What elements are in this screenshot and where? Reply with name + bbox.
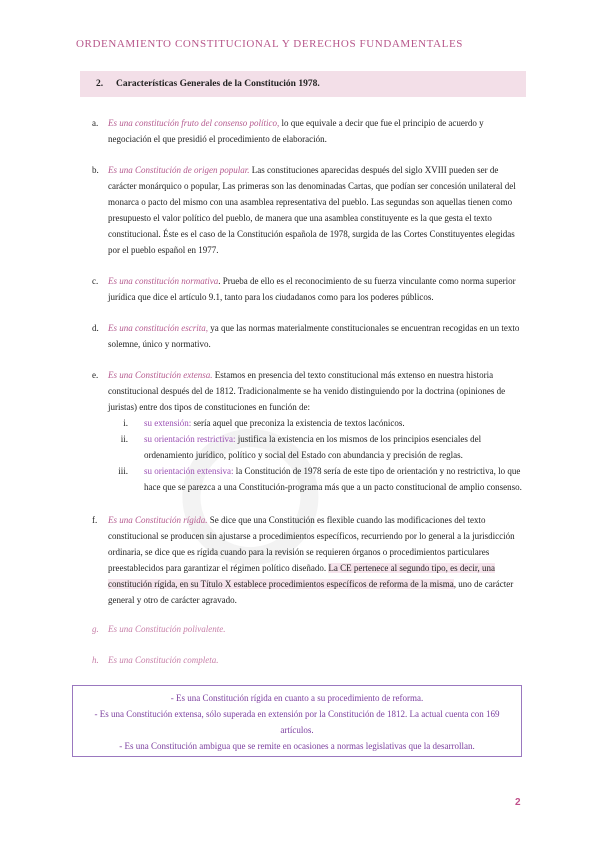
subitem-numeral: iii. <box>118 466 128 476</box>
item-text: lo que equivale a decir que fue el principio de acuerdo y negociación el que presidió el procedimiento de elaboración. <box>108 118 484 144</box>
item-term: Es una Constitución rígida. <box>108 515 208 525</box>
subitem-text: la Constitución de 1978 sería de este tipo de orientación y no restrictiva, lo que hace que se parezca a una Constitución-programa más que a un pacto constitucional de amplio consenso. <box>144 466 522 492</box>
summary-line: - Es una Constitución extensa, sólo superada en extensión por la Constitución de 1812. La actual cuenta con 169 artículos. <box>94 709 500 735</box>
subitem-term: su orientación extensiva: <box>144 466 234 476</box>
subitem-numeral: i. <box>123 418 128 428</box>
subitem-text: justifica la existencia en los mismos de los principios esenciales del ordenamiento jurídico, político y social del Estado con abundancia y precisión de reglas. <box>144 434 482 460</box>
item-letter: b. <box>92 165 99 175</box>
item-body <box>108 273 528 305</box>
subitem-numeral: ii. <box>120 434 128 444</box>
highlighted-text: constitución rígida, en su Título X establece procedimientos específicos de reforma de la misma <box>108 579 454 589</box>
item-letter: h. <box>92 655 99 665</box>
item-letter: c. <box>92 276 99 286</box>
subitem-body <box>144 463 528 495</box>
item-text: ya que las normas materialmente constitucionales se encuentran recogidas en un texto solemne, único y normativo. <box>108 323 520 349</box>
subitem-term: su extensión: <box>144 418 192 428</box>
item-letter: a. <box>92 118 99 128</box>
section-heading <box>80 71 526 97</box>
item-text: Las constituciones aparecidas después del siglo XVIII pueden ser de carácter monárquico o popular, Las primeras son las denominadas Cartas, que podían ser concesión unilateral del monarca o pacto del mismo con una asamblea representativa del pueblo. Las segundas son aquellas tienen como presupuesto el valor político del pueblo, de manera que una asamblea constituyente es la que gesta el texto constitucional. Éste es el caso de la Constitución española de 1978, surgida de las Cortes Constituyentes elegidas por el pueblo español en 1977. <box>108 165 516 255</box>
item-text: . Prueba de ello es el reconocimiento de su fuerza vinculante como norma superior jurídica que dice el artículo 9.1, tanto para los ciudadanos como para los poderes públicos. <box>108 276 516 302</box>
item-letter: f. <box>92 515 98 525</box>
item-body <box>108 652 528 668</box>
item-term: Es una Constitución de origen popular. <box>108 165 250 175</box>
document-header: ORDENAMIENTO CONSTITUCIONAL Y DERECHOS FUNDAMENTALES <box>76 38 463 50</box>
item-body <box>108 512 528 608</box>
item-text: Estamos en presencia del texto constitucional más extenso en nuestra historia constitucional después del de 1812. Tradicionalmente se ha venido distinguiendo por la doctrina (opiniones de juristas) entre dos tipos de constituciones en función de: <box>108 370 506 412</box>
item-body <box>108 115 528 147</box>
item-body <box>108 367 528 415</box>
item-term: Es una constitución fruto del consenso político, <box>108 118 280 128</box>
subitem-term: su orientación restrictiva: <box>144 434 236 444</box>
subitem-text: sería aquel que preconiza la existencia de textos lacónicos. <box>191 418 405 428</box>
summary-box <box>72 685 522 757</box>
item-body <box>108 320 528 352</box>
item-letter: g. <box>92 624 99 634</box>
item-text-end: , uno de carácter general y otro de carácter agravado. <box>108 579 514 605</box>
item-term: Es una Constitución polivalente. <box>108 624 226 634</box>
subitem-body <box>144 431 528 463</box>
section-title: Características Generales de la Constitución 1978. <box>116 79 320 89</box>
item-term: Es una constitución normativa <box>108 276 219 286</box>
highlighted-text: La CE pertenece al segundo tipo, es decir, una <box>328 563 495 573</box>
summary-line: - Es una Constitución rígida en cuanto a su procedimiento de reforma. <box>170 693 424 703</box>
item-letter: d. <box>92 323 99 333</box>
page-number: 2 <box>515 797 521 808</box>
item-body <box>108 162 528 258</box>
item-term: Es una Constitución extensa. <box>108 370 213 380</box>
subitem-body <box>144 415 528 431</box>
item-body <box>108 621 528 637</box>
summary-line: - Es una Constitución ambigua que se remite en ocasiones a normas legislativas que la desarrollan. <box>119 741 475 751</box>
item-text: Se dice que una Constitución es flexible cuando las modificaciones del texto constitucional se producen sin ajustarse a procedimientos específicos, recurriendo por lo general a la jurisdicción ordinaria, se dice que es rígida cuando para la revisión se requieren órganos o procedimientos particulares preestablecidos para garantizar el régimen político diseñado. <box>108 515 515 573</box>
item-letter: e. <box>92 370 99 380</box>
section-number: 2. <box>96 79 104 89</box>
item-term: Es una Constitución completa. <box>108 655 219 665</box>
item-term: Es una constitución escrita, <box>108 323 208 333</box>
